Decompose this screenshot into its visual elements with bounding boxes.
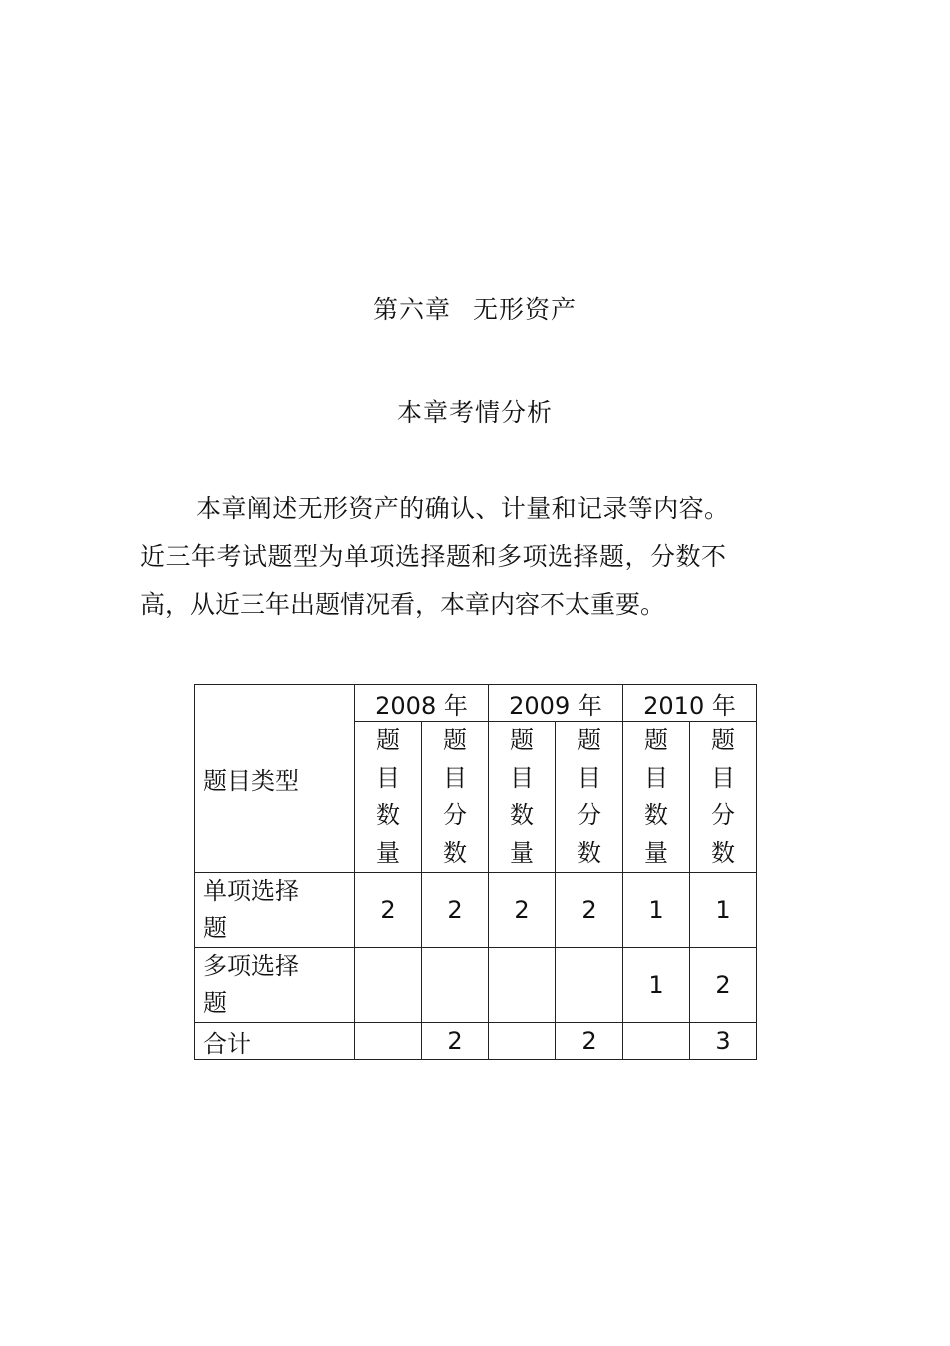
chapter-topic: 无形资产 xyxy=(473,295,578,324)
subheader-cell: 题 目 分 数 xyxy=(690,722,757,873)
chapter-number: 第六章 xyxy=(372,295,451,324)
chapter-title xyxy=(0,290,950,326)
row-label xyxy=(195,873,355,948)
table-cell xyxy=(489,948,556,1023)
table-cell: 2 xyxy=(690,948,757,1023)
table-cell xyxy=(623,1023,690,1060)
table-cell: 1 xyxy=(623,948,690,1023)
year-header: 2008 年 xyxy=(355,685,489,722)
table-cell: 2 xyxy=(422,873,489,948)
table-cell xyxy=(355,948,422,1023)
subheader-cell: 题 目 数 量 xyxy=(623,722,690,873)
row-label-line: 题 xyxy=(203,989,227,1017)
question-type-header: 题目类型 xyxy=(195,685,355,873)
table-cell: 2 xyxy=(489,873,556,948)
table-cell: 2 xyxy=(556,1023,623,1060)
table-row xyxy=(195,948,757,1023)
table-cell: 3 xyxy=(690,1023,757,1060)
row-label-line: 单项选择 xyxy=(203,877,299,905)
row-label xyxy=(195,948,355,1023)
table-row xyxy=(195,873,757,948)
intro-line: 高，从近三年出题情况看，本章内容不太重要。 xyxy=(140,590,666,619)
table-cell xyxy=(556,948,623,1023)
subheader-cell: 题 目 数 量 xyxy=(489,722,556,873)
table-cell xyxy=(355,1023,422,1060)
intro-line: 近三年考试题型为单项选择题和多项选择题，分数不 xyxy=(140,542,727,571)
section-subtitle: 本章考情分析 xyxy=(396,398,553,427)
table-cell: 1 xyxy=(623,873,690,948)
table-cell: 2 xyxy=(422,1023,489,1060)
year-header: 2010 年 xyxy=(623,685,757,722)
row-label-line: 题 xyxy=(203,914,227,942)
table-cell: 2 xyxy=(355,873,422,948)
exam-stats-table xyxy=(194,684,757,1060)
row-label-line: 多项选择 xyxy=(203,952,299,980)
intro-line: 本章阐述无形资产的确认、计量和记录等内容。 xyxy=(196,494,730,523)
table-header-row xyxy=(195,685,757,722)
intro-paragraph xyxy=(140,485,780,629)
table-cell xyxy=(489,1023,556,1060)
row-label: 合计 xyxy=(195,1023,355,1060)
subheader-cell: 题 目 分 数 xyxy=(556,722,623,873)
subheader-cell: 题 目 分 数 xyxy=(422,722,489,873)
table-cell xyxy=(422,948,489,1023)
table-cell: 2 xyxy=(556,873,623,948)
table-total-row xyxy=(195,1023,757,1060)
year-header: 2009 年 xyxy=(489,685,623,722)
table-cell: 1 xyxy=(690,873,757,948)
subheader-cell: 题 目 数 量 xyxy=(355,722,422,873)
